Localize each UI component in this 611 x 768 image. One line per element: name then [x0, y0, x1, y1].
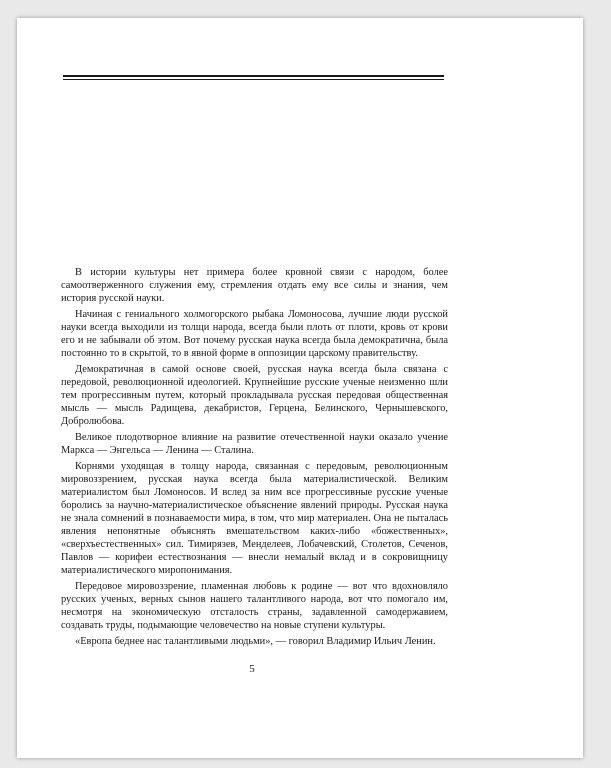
page-number: 5 [249, 663, 255, 675]
body-text [61, 266, 448, 651]
header-rule-thin [63, 79, 444, 80]
header-rule-thick [63, 75, 444, 77]
paragraph-5: Корнями уходящая в толщу народа, связанная с передовым, революционным мировоззрением, русская наука всегда была материалистической. Великим материалистом был Ломоносов. И вслед за ним все прогрессивные русские ученые боролись за научно-материалистическое объяснение явлений природы. Русская наука не знала сомнений в познаваемости мира, в том, что мир материален. Она не пыталась явления непонятные объяснять вмешательством каких-либо «божественных», «сверхъестественных» сил. Тимирязев, Менделеев, Лобачевский, Столетов, Сеченов, Павлов — корифеи естествознания — внесли немалый вклад и в сокровищницу материалистического миропонимания. [61, 461, 448, 576]
paragraph-4: Великое плодотворное влияние на развитие отечественной науки оказало учение Маркса — Энгельса — Ленина — Сталина. [61, 432, 448, 456]
paragraph-7: «Европа беднее нас талантливыми людьми», — говорил Владимир Ильич Ленин. [75, 636, 436, 647]
paragraph-1: В истории культуры нет примера более кровной связи с народом, более самоотверженного служения ему, стремления отдать ему все силы и знания, чем история русской науки. [61, 267, 448, 304]
document-page [17, 18, 583, 758]
paragraph-3: Демократичная в самой основе своей, русская наука всегда была связана с передовой, революционной идеологией. Крупнейшие русские ученые неизменно шли тем прогрессивным путем, который прокладывала русская передовая общественная мысль — мысль Радищева, декабристов, Герцена, Белинского, Чернышевского, Добролюбова. [61, 364, 448, 427]
paragraph-6: Передовое мировоззрение, пламенная любовь к родине — вот что вдохновляло русских ученых, верных сынов нашего талантливого народа, вот что помогало им, несмотря на экономическую отсталость страны, задавленной самодержавием, создавать труды, подымающие человечество на новые ступени культуры. [61, 581, 448, 631]
paragraph-2: Начиная с гениального холмогорского рыбака Ломоносова, лучшие люди русской науки всегда выходили из толщи народа, всегда были плоть от плоти, кровь от крови его и не забывали об этом. Вот почему русская наука всегда была демократична, была постоянно то в скрытой, то в явной форме в оппозиции царскому правительству. [61, 309, 448, 359]
